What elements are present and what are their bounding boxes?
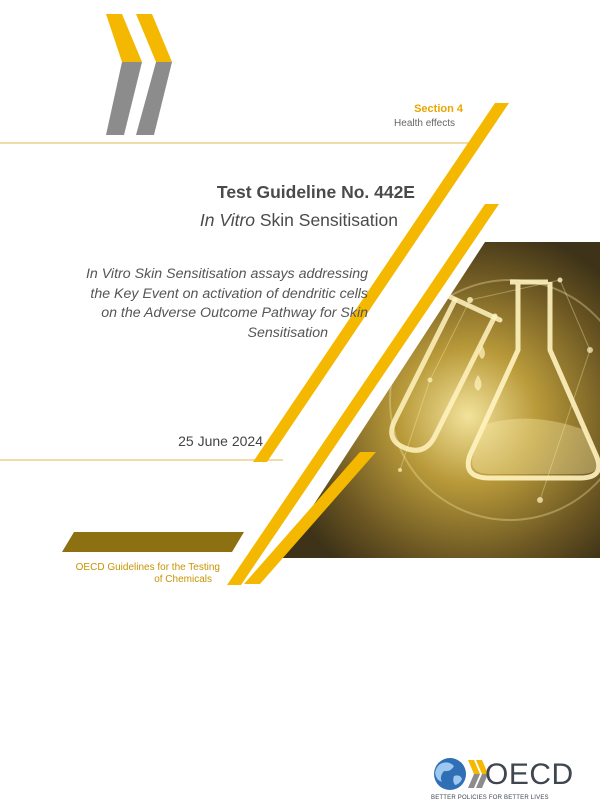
oecd-tagline: BETTER POLICIES FOR BETTER LIVES	[431, 795, 549, 801]
series-line: of Chemicals	[154, 574, 212, 585]
subtitle-rest: Skin Sensitisation	[255, 210, 398, 230]
globe-icon	[434, 758, 466, 790]
section-subtitle: Health effects	[394, 118, 455, 129]
description-line: In Vitro Skin Sensitisation assays addressing	[85, 266, 368, 282]
document-subtitle	[150, 210, 398, 231]
publication-date: 25 June 2024	[178, 433, 263, 449]
description-line: Sensitisation	[247, 324, 328, 341]
series-bar	[62, 532, 244, 552]
double-chevron-icon	[106, 14, 172, 135]
document-description	[40, 265, 368, 343]
document-title: Test Guideline No. 442E	[216, 182, 415, 202]
subtitle-italic: In Vitro	[199, 210, 255, 230]
series-line: OECD Guidelines for the Testing	[75, 562, 220, 573]
section-label: Section 4	[414, 103, 463, 115]
series-title	[40, 562, 220, 586]
oecd-logo-text: OECD	[485, 758, 574, 791]
description-line: the Key Event on activation of dendritic cells	[90, 285, 368, 302]
description-line: on the Adverse Outcome Pathway for Skin	[101, 305, 368, 321]
